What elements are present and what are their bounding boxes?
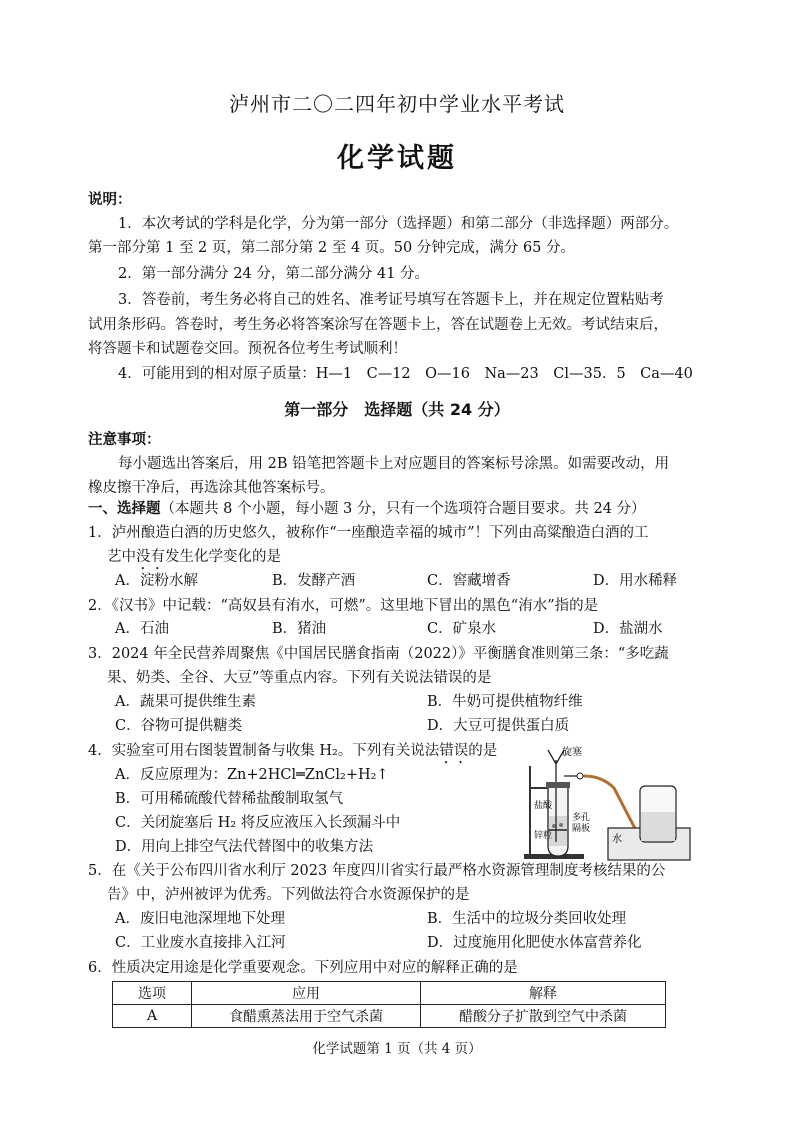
- q4-option-b: B．可用稀硫酸代替稀盐酸制取氢气: [115, 791, 344, 807]
- label-valve: 旋塞: [562, 747, 582, 758]
- part-heading: [88, 499, 646, 519]
- q2-option-c: C．矿泉水: [427, 621, 497, 637]
- instructions-label: 说明：: [88, 192, 132, 208]
- label-water: 水: [612, 834, 622, 845]
- label-zinc: 锌粒: [534, 831, 553, 841]
- q1-stem-line2: [107, 547, 281, 573]
- part-description: （本题共 8 个小题，每小题 3 分，只有一个选项符合题目要求。共 24 分）: [160, 501, 646, 517]
- q4-option-a: A．反应原理为：Zn+2HCl═ZnCl₂+H₂↑: [115, 767, 389, 783]
- zinc-granule: [559, 823, 563, 827]
- q4-stem-emphasis: 错误: [439, 743, 469, 759]
- stopper: [546, 782, 570, 788]
- q1-option-b: B．发酵产酒: [272, 573, 356, 589]
- q1-stem-emphasis: 没有: [136, 549, 165, 565]
- q1-stem-post: 发生化学变化的是: [165, 549, 281, 565]
- label-plate-2: 隔板: [572, 824, 591, 834]
- notes-line2: 橡皮擦干净后，再选涂其他答案标号。: [88, 480, 335, 496]
- q5-stem-line1: 5．在《关于公布四川省水利厅 2023 年度四川省实行最严格水资源管理制度考核结果的公: [88, 863, 666, 879]
- q4-stem-post: 的是: [468, 743, 498, 759]
- instruction-4: 4．可能用到的相对原子质量：H—1 C—12 O—16 Na—23 Cl—35．5 Ca—40: [118, 366, 693, 382]
- instruction-2: 2．第一部分满分 24 分，第二部分满分 41 分。: [118, 266, 430, 282]
- q4-option-c: C．关闭旋塞后 H₂ 将反应液压入长颈漏斗中: [115, 815, 401, 831]
- q3-option-a: A．蔬果可提供维生素: [115, 694, 256, 710]
- q6-table: [112, 981, 666, 1028]
- q5-option-d: D．过度施用化肥使水体富营养化: [427, 935, 642, 951]
- hydrogen-apparatus-figure: [522, 746, 692, 866]
- q2-option-b: B．猪油: [272, 621, 327, 637]
- q2-option-a: A．石油: [115, 621, 169, 637]
- q5-option-b: B．生活中的垃圾分类回收处理: [427, 911, 627, 927]
- exam-title: 泸州市二〇二四年初中学业水平考试: [229, 92, 565, 116]
- q5-stem-line2: 告》中，泸州被评为优秀。下列做法符合水资源保护的是: [107, 887, 470, 903]
- q5-option-a: A．废旧电池深埋地下处理: [115, 911, 285, 927]
- q4-stem-pre: 4．实验室可用右图装置制备与收集 H₂。下列有关说法: [88, 743, 440, 759]
- notes-line1: 每小题选出答案后，用 2B 铅笔把答题卡上对应题目的答案标号涂黑。如需要改动，用: [118, 456, 670, 472]
- q4-option-d: D．用向上排空气法代替图中的收集方法: [115, 839, 374, 855]
- instruction-1-line1: 1．本次考试的学科是化学，分为第一部分（选择题）和第二部分（非选择题）两部分。: [118, 216, 679, 232]
- q1-option-a: A．淀粉水解: [115, 573, 198, 589]
- q2-stem: 2．《汉书》中记载：“高奴县有洧水，可燃”。这里地下冒出的黑色“洧水”指的是: [88, 598, 599, 614]
- q1-stem-pre: 艺中: [107, 549, 136, 565]
- bottle-water: [641, 812, 675, 841]
- valve-icon: [577, 773, 583, 779]
- q3-option-b: B．牛奶可提供植物纤维: [427, 694, 583, 710]
- table-cell: A: [113, 1005, 192, 1028]
- q5-option-c: C．工业废水直接排入江河: [115, 935, 286, 951]
- instruction-1-line2: 第一部分第 1 至 2 页，第二部分第 2 至 4 页。50 分钟完成，满分 65 分。: [88, 240, 576, 256]
- q3-stem-line2: 果、奶类、全谷、大豆”等重点内容。下列有关说法错误的是: [107, 670, 492, 686]
- q2-option-d: D．盐湖水: [593, 621, 663, 637]
- table-header-cell: 应用: [192, 982, 421, 1005]
- q3-option-c: C．谷物可提供糖类: [115, 718, 243, 734]
- q4-stem: [88, 741, 497, 767]
- table-row: [113, 1005, 666, 1028]
- q3-option-d: D．大豆可提供蛋白质: [427, 718, 570, 734]
- label-plate-1: 多孔: [572, 813, 591, 823]
- instruction-3-line3: 将答题卡和试题卷交回。预祝各位考生考试顺利！: [88, 341, 407, 357]
- page-footer: 化学试题第 1 页（共 4 页）: [312, 1041, 482, 1057]
- q1-option-d: D．用水稀释: [593, 573, 678, 589]
- q6-stem: 6．性质决定用途是化学重要观念。下列应用中对应的解释正确的是: [88, 960, 518, 976]
- table-header-row: [113, 982, 666, 1005]
- part-label: 一、选择题: [88, 501, 161, 517]
- notes-label: 注意事项：: [88, 432, 161, 448]
- table-header-cell: 解释: [421, 982, 666, 1005]
- instruction-3-line1: 3．答卷前，考生务必将自己的姓名、准考证号填写在答题卡上，并在规定位置粘贴考: [118, 292, 664, 308]
- table-cell: 醋酸分子扩散到空气中杀菌: [421, 1005, 666, 1028]
- q3-stem-line1: 3．2024 年全民营养周聚焦《中国居民膳食指南（2022）》平衡膳食准则第三条：“多吃蔬: [88, 646, 669, 662]
- q1-stem-line1: 1．泸州酿造白酒的历史悠久，被称作“一座酿造幸福的城市”！下列由高粱酿造白酒的工: [88, 525, 649, 541]
- table-cell: 食醋熏蒸法用于空气杀菌: [192, 1005, 421, 1028]
- q1-option-c: C．窖藏增香: [427, 573, 511, 589]
- section-1-title: 第一部分 选择题（共 24 分）: [284, 400, 510, 419]
- table-header-cell: 选项: [113, 982, 192, 1005]
- label-acid: 盐酸: [534, 801, 553, 811]
- subject-title: 化学试题: [337, 143, 457, 174]
- instruction-3-line2: 试用条形码。答卷时，考生务必将答案涂写在答题卡上，答在试题卷上无效。考试结束后，: [88, 317, 668, 333]
